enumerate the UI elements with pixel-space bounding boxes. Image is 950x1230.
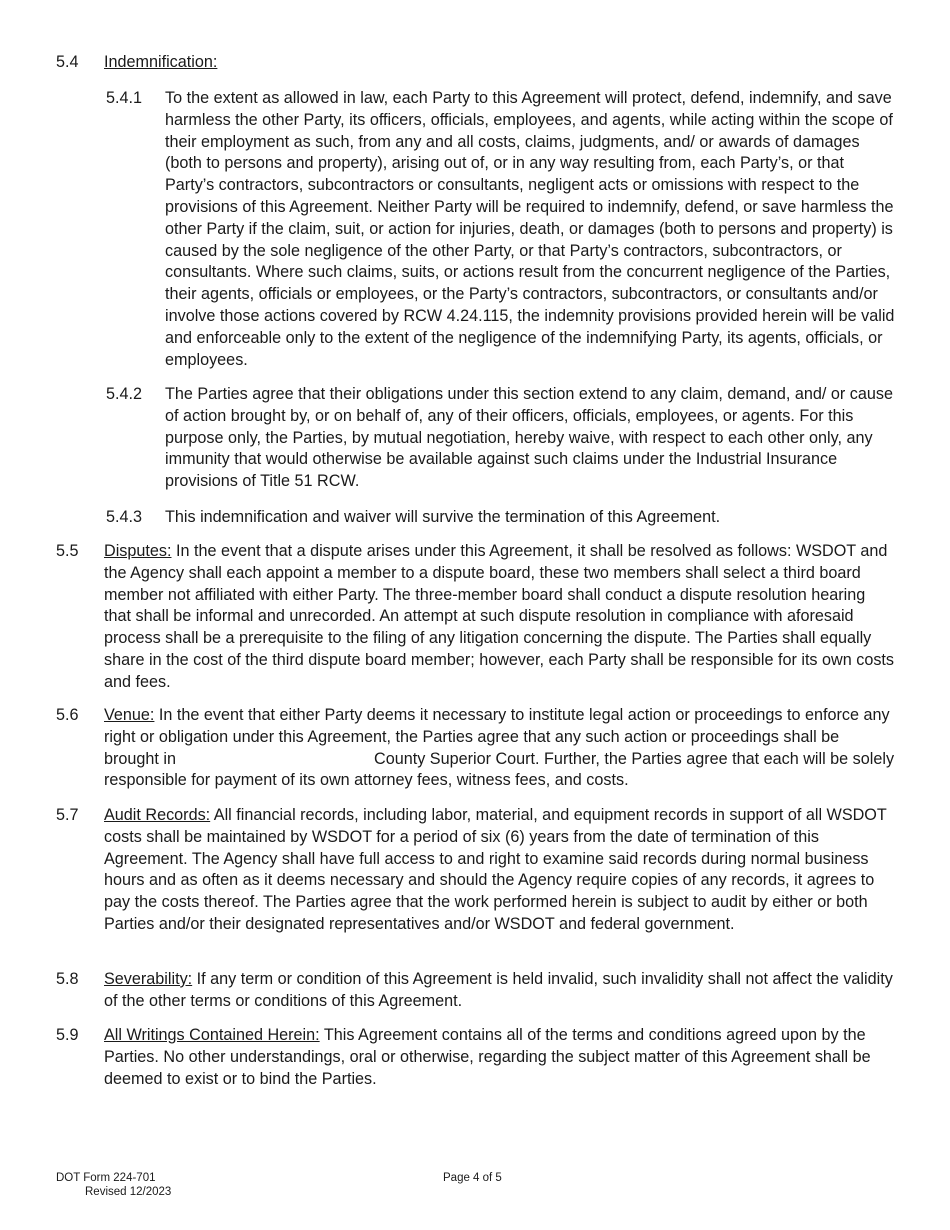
section-5-7 [56,805,896,936]
section-number: 5.9 [56,1026,79,1044]
footer-form-number: DOT Form 224-701 [56,1172,156,1184]
section-text-part-b: County Superior Court. Further, the Parties agree that each will be solely responsible for payment of its own attorney fees, witness fees, and costs. [104,749,895,790]
section-text: The Parties agree that their obligations under this section extend to any claim, demand, and/ or cause of action brought by, or on behalf of, any of their officers, officials, employees, or agents. For this purpose only, the Parties, by mutual negotiation, hereby waive, with respect to each other only, any immunity that would otherwise be available against such claims under the Industrial Insurance provisions of Title 51 RCW. [165,385,893,491]
section-title: Severability: [104,970,193,988]
section-number: 5.4.1 [106,89,143,107]
section-text: All financial records, including labor, material, and equipment records in support of all WSDOT costs shall be maintained by WSDOT for a period of six (6) years from the date of termination of this Agreement. The Agency shall have full access to and right to examine said records during normal business hours and as often as it deems necessary and should the Agency require copies of any records, it agrees to pay the costs thereof. The Parties agree that the work performed herein is subject to audit by either or both Parties and/or their designated representatives and/or WSDOT and federal government. [104,806,887,933]
section-5-6 [56,705,896,792]
section-number: 5.5 [56,542,79,560]
section-5-4-1 [56,88,896,371]
section-text-part-a: In the event that either Party deems it necessary to institute legal action or proceedings to enforce any right or obligation under this Agreement, the Parties agree that any such action or proceedings shall be brought in [104,706,890,768]
section-5-4-2 [56,384,896,493]
section-number: 5.4 [56,53,79,71]
section-text: In the event that a dispute arises under this Agreement, it shall be resolved as follows: WSDOT and the Agency shall each appoint a member to a dispute board, these two members shall select a third board member not affiliated with either Party. The three-member board shall conduct a dispute resolution hearing that shall be informal and unrecorded. An attempt at such dispute resolution in compliance with aforesaid process shall be a prerequisite to the filing of any litigation concerning the dispute. The Parties shall equally share in the cost of the third dispute board member; however, each Party shall be responsible for its own costs and fees. [104,542,895,691]
section-title: Venue: [104,706,155,724]
section-5-5 [56,541,896,694]
section-title: Audit Records: [104,806,211,824]
section-number: 5.7 [56,806,79,824]
footer-page-number: Page 4 of 5 [443,1172,502,1184]
section-5-4-3 [56,507,896,529]
section-number: 5.4.3 [106,508,143,526]
section-text: This Agreement contains all of the terms and conditions agreed upon by the Parties. No other understandings, oral or otherwise, regarding the subject matter of this Agreement shall be deemed to exist or to bind the Parties. [104,1026,871,1088]
section-number: 5.6 [56,706,79,724]
section-number: 5.4.2 [106,385,143,403]
section-text: If any term or condition of this Agreement is held invalid, such invalidity shall not affect the validity of the other terms or conditions of this Agreement. [104,970,893,1010]
section-title: Disputes: [104,542,172,560]
section-5-4-heading [56,52,896,74]
section-number: 5.8 [56,970,79,988]
section-5-9 [56,1025,896,1090]
section-text: This indemnification and waiver will survive the termination of this Agreement. [165,508,721,526]
section-5-8 [56,969,896,1013]
section-text: To the extent as allowed in law, each Party to this Agreement will protect, defend, indemnify, and save harmless the other Party, its officers, officials, employees, and agents, while acting within the scope of their employment as such, from any and all costs, claims, judgments, and/ or awards of damages (both to persons and property), arising out of, or in any way resulting from, each Party’s, or that Party’s contractors, subcontractors or consultants, negligent acts or omissions with respect to the provisions of this Agreement. Neither Party will be required to indemnify, defend, or save harmless the other Party if the claim, suit, or action for injuries, death, or damages (both to persons and property) is caused by the sole negligence of the other Party, or that Party’s contractors, subcontractors, or consultants. Where such claims, suits, or actions result from the concurrent negligence of the Parties, their agents, officials or employees, or the Party’s contractors, subcontractors, or consultants and/or involve those actions covered by RCW 4.24.115, the indemnity provisions provided herein will be valid and enforceable only to the extent of the negligence of the indemnifying Party, its agents, officials, or employees. [165,89,895,369]
section-title: Indemnification: [104,53,218,71]
section-title: All Writings Contained Herein: [104,1026,320,1044]
footer-revised-date: Revised 12/2023 [85,1186,172,1198]
